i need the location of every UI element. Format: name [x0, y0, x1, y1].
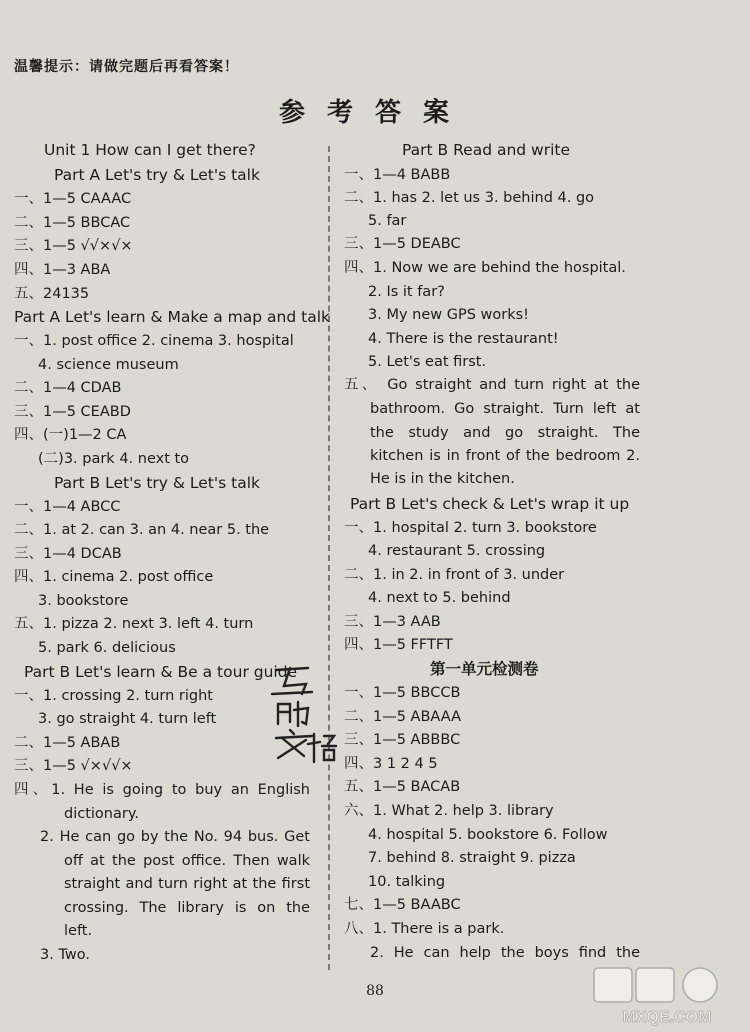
answer-line: off at the post office. Then walk	[64, 853, 310, 869]
answer-line: 一、1. hospital 2. turn 3. bookstore	[344, 520, 597, 536]
answer-line: 7. behind 8. straight 9. pizza	[368, 850, 576, 866]
section-heading: Part B Let's try & Let's talk	[54, 474, 260, 492]
answer-line: 一、1—5 BBCCB	[344, 685, 461, 701]
unit-heading: Unit 1 How can I get there?	[44, 141, 256, 159]
answer-line: 六、1. What 2. help 3. library	[344, 803, 554, 819]
answer-line: 2. He can help the boys find the	[370, 945, 640, 961]
answer-line: 二、1—5 ABAB	[14, 735, 121, 751]
answer-line: 三、1—5 √×√√×	[14, 758, 133, 774]
handwritten-signature	[268, 664, 338, 764]
answer-line: 八、1. There is a park.	[344, 921, 505, 937]
answer-line: He is in the kitchen.	[370, 471, 515, 487]
answer-line: 三、1—5 √√×√×	[14, 238, 133, 254]
answer-line: 4. restaurant 5. crossing	[368, 543, 546, 559]
answer-line: 四、(一)1—2 CA	[14, 427, 127, 443]
answer-line: (二)3. park 4. next to	[38, 451, 190, 467]
answer-line: 四、1. cinema 2. post office	[14, 569, 214, 585]
answer-line: 三、1—3 AAB	[344, 614, 441, 630]
answer-line: 二、1—5 BBCAC	[14, 215, 131, 231]
answer-line: 4. science museum	[38, 357, 179, 373]
answer-line: 四、1. Now we are behind the hospital.	[344, 260, 626, 276]
answer-line: 七、1—5 BAABC	[344, 897, 461, 913]
answer-line: crossing. The library is on the	[64, 900, 310, 916]
answer-line: 二、1. at 2. can 3. an 4. near 5. the	[14, 522, 270, 538]
answer-line: 二、1. in 2. in front of 3. under	[344, 567, 565, 583]
answer-line: 五、1—5 BACAB	[344, 779, 461, 795]
answer-line: 2. Is it far?	[368, 284, 445, 300]
answer-line: 5. Let's eat first.	[368, 354, 487, 370]
answer-line: 一、1. post office 2. cinema 3. hospital	[14, 333, 294, 349]
answer-line: 一、1—4 BABB	[344, 167, 451, 183]
answer-line: 二、1—4 CDAB	[14, 380, 122, 396]
answer-line: 四、1—5 FFTFT	[344, 637, 453, 653]
answer-line: 三、1—5 CEABD	[14, 404, 131, 420]
answer-line: 三、1—5 ABBBC	[344, 732, 461, 748]
answer-line: 3. Two.	[40, 947, 90, 963]
svg-text:MXQE.COM: MXQE.COM	[622, 1009, 712, 1026]
test-heading: 第一单元检测卷	[430, 660, 539, 678]
section-heading: Part B Let's learn & Be a tour guide	[24, 663, 298, 681]
answer-line: 4. There is the restaurant!	[368, 331, 559, 347]
answer-line: 10. talking	[368, 874, 446, 890]
answer-line: 三、1—5 DEABC	[344, 236, 461, 252]
answer-line: 一、1—4 ABCC	[14, 499, 121, 515]
answer-line: 四、3 1 2 4 5	[344, 756, 438, 772]
answer-line: 三、1—4 DCAB	[14, 546, 122, 562]
answer-line: 二、1—5 ABAAA	[344, 709, 461, 725]
answer-line: 四、1—3 ABA	[14, 262, 111, 278]
answer-line: 3. go straight 4. turn left	[38, 711, 217, 727]
answer-line: the study and go straight. The	[370, 425, 640, 441]
watermark-logo	[592, 966, 742, 1028]
answer-line: 5. park 6. delicious	[38, 640, 176, 656]
answer-line: 一、1. crossing 2. turn right	[14, 688, 213, 704]
reminder-tip: 温馨提示：请做完题后再看答案！	[14, 59, 239, 75]
answer-line: 一、1—5 CAAAC	[14, 191, 132, 207]
answer-line: 五、1. pizza 2. next 3. left 4. turn	[14, 616, 254, 632]
answer-line: 4. hospital 5. bookstore 6. Follow	[368, 827, 608, 843]
answer-line: dictionary.	[64, 806, 139, 822]
answer-line: 四、1. He is going to buy an English	[14, 782, 310, 798]
section-heading: Part B Let's check & Let's wrap it up	[350, 495, 630, 513]
answer-line: 3. My new GPS works!	[368, 307, 529, 323]
answer-line: straight and turn right at the first	[64, 876, 310, 892]
answer-line: 3. bookstore	[38, 593, 129, 609]
answer-line: 4. next to 5. behind	[368, 590, 511, 606]
page-title: 参考答案	[278, 98, 471, 128]
section-heading: Part A Let's try & Let's talk	[54, 166, 260, 184]
answer-line: kitchen is in front of the bedroom 2.	[370, 448, 640, 464]
answer-line: 二、1. has 2. let us 3. behind 4. go	[344, 190, 595, 206]
answer-line: bathroom. Go straight. Turn left at	[370, 401, 640, 417]
answer-line: 五、 Go straight and turn right at the	[344, 377, 640, 393]
answer-line: 5. far	[368, 213, 407, 229]
column-divider	[328, 146, 330, 970]
page-number: 88	[366, 983, 384, 999]
section-heading: Part B Read and write	[402, 141, 571, 159]
answer-line: left.	[64, 923, 93, 939]
answer-line: 五、24135	[14, 286, 90, 302]
section-heading: Part A Let's learn & Make a map and talk	[14, 308, 330, 326]
answer-line: 2. He can go by the No. 94 bus. Get	[40, 829, 310, 845]
